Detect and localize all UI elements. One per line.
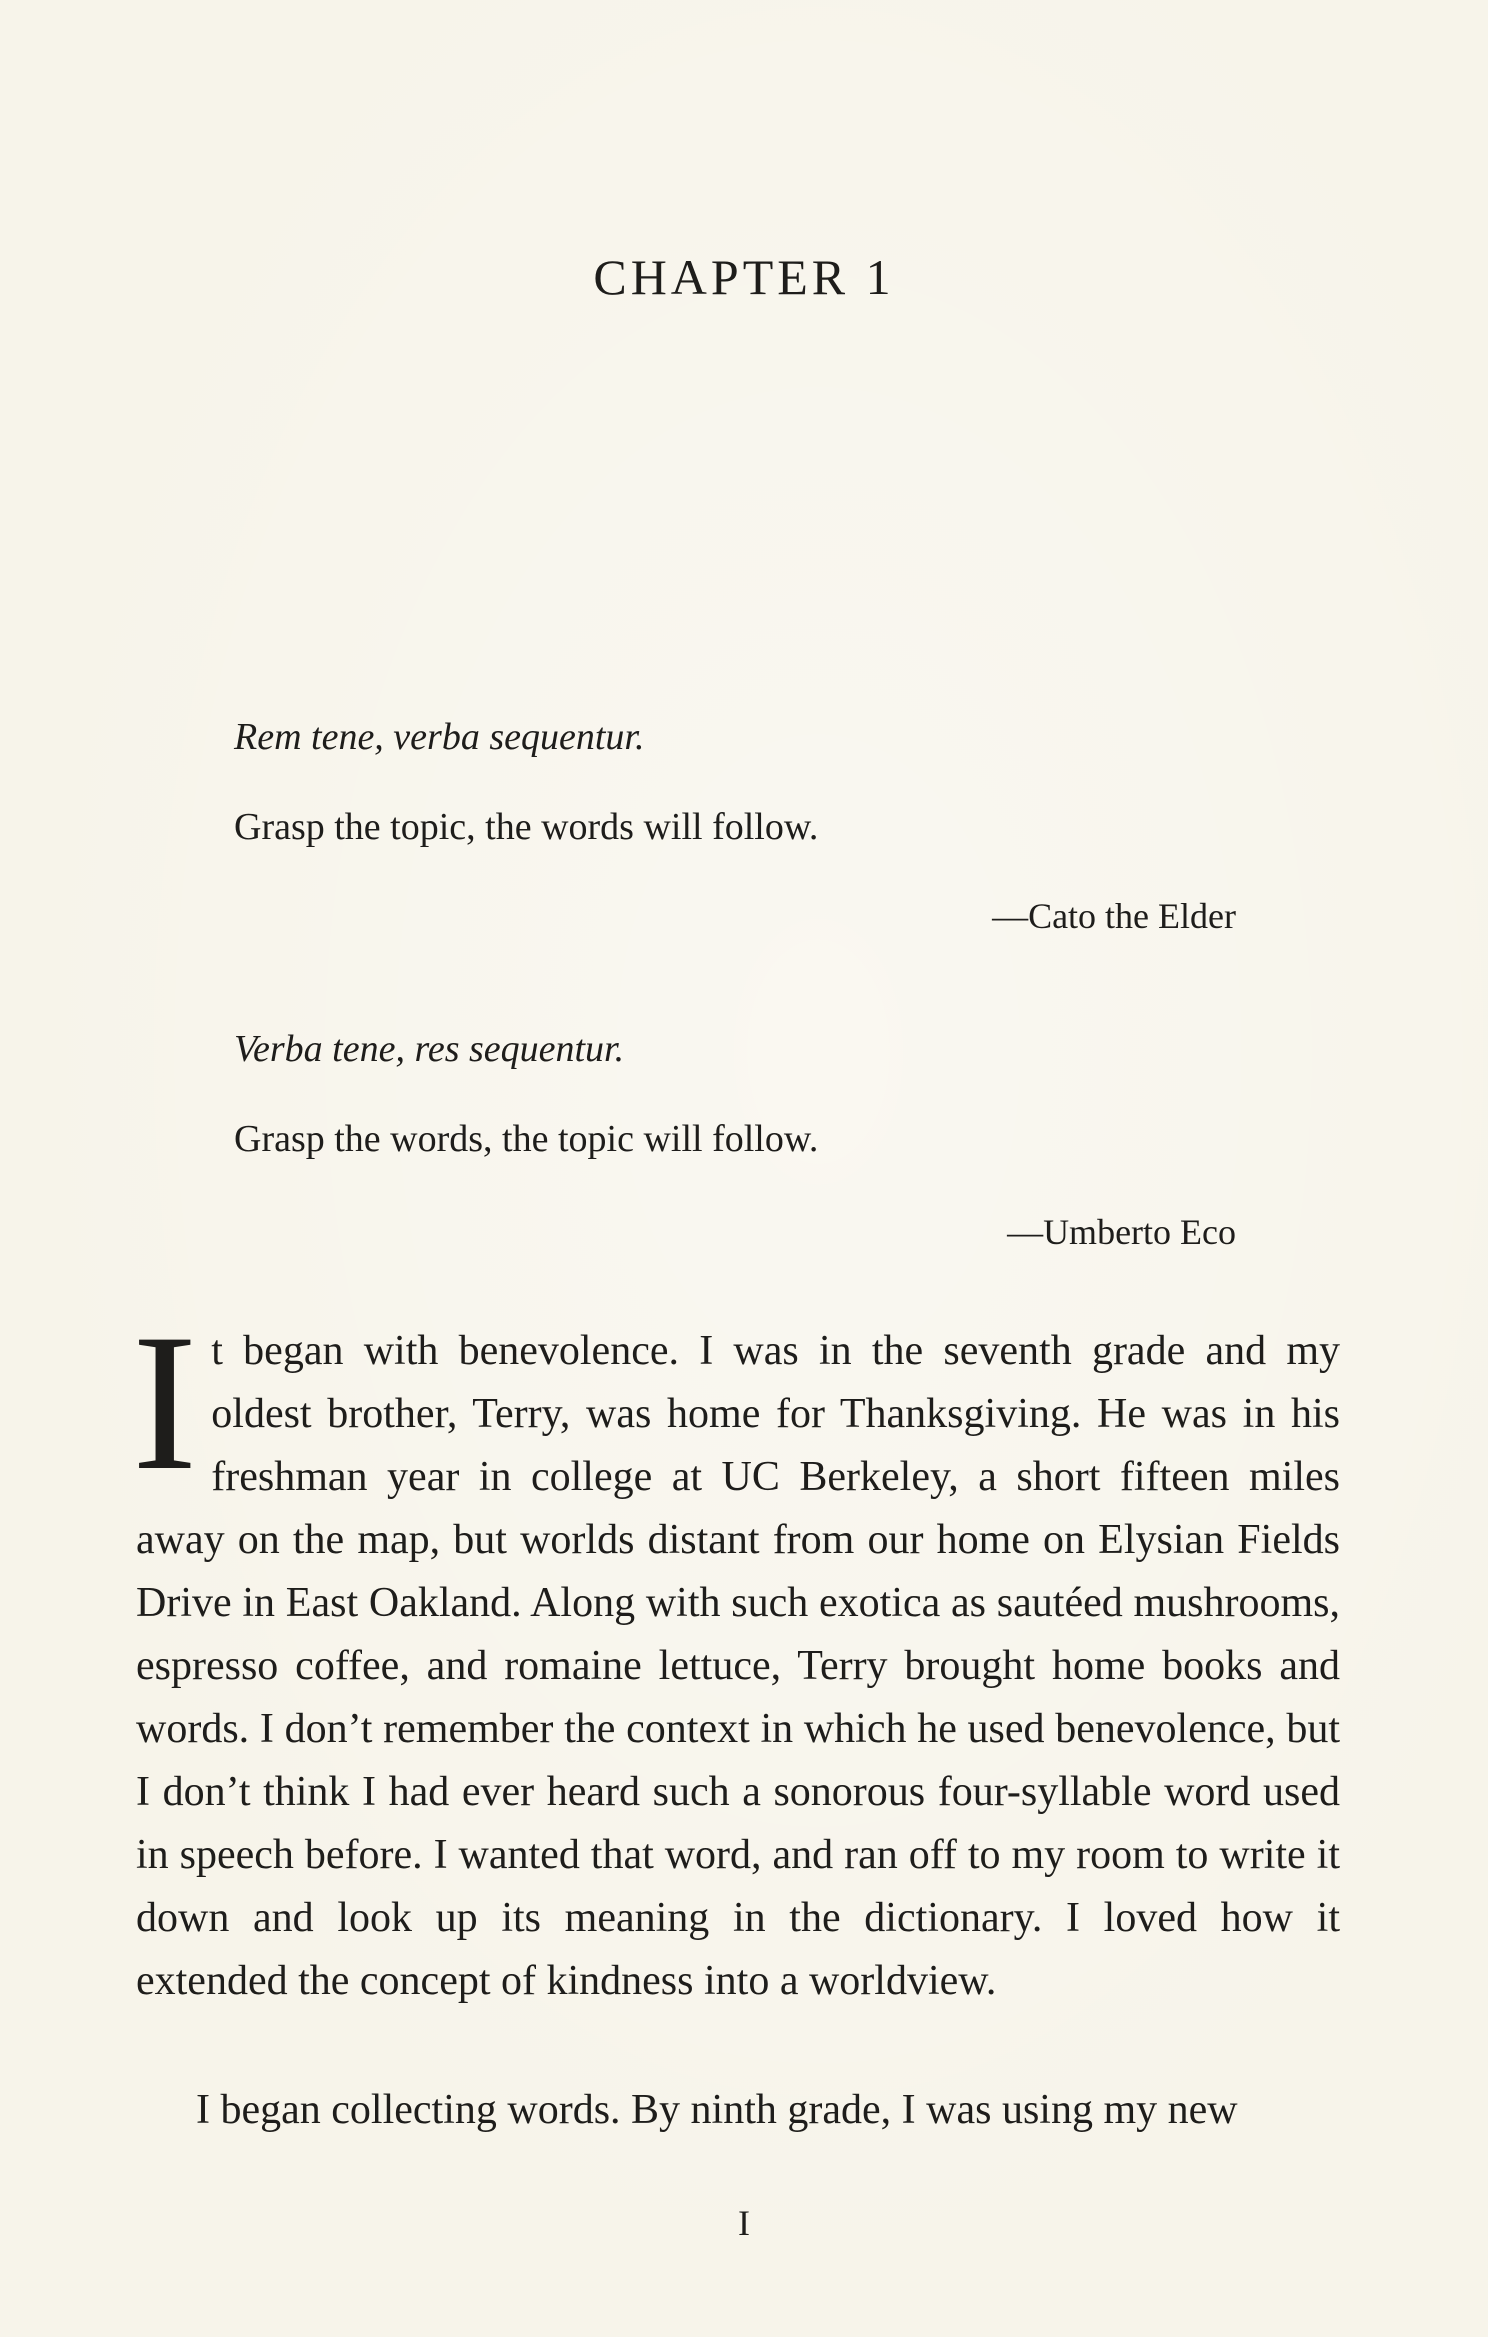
epigraph-attribution-1: —Cato the Elder <box>992 896 1236 936</box>
epigraph-latin-1: Rem tene, verba sequentur. <box>234 716 645 758</box>
page-number: I <box>738 2203 750 2243</box>
body-paragraph-2: I began collecting words. By ninth grade, I was using my new <box>196 2087 1238 2133</box>
epigraph-latin-2: Verba tene, res sequentur. <box>234 1028 625 1070</box>
epigraph-translation-1: Grasp the topic, the words will follow. <box>234 806 819 848</box>
epigraph-translation-2: Grasp the words, the topic will follow. <box>234 1118 819 1160</box>
paragraph-1-text: t began with benevolence. I was in the seventh grade and my oldest brother, Terry, was home for Thanksgiving. He was in his freshman year in college at UC Berkeley, a short fifteen miles away on the map, but worlds distant from our home on Elysian Fields Drive in East Oakland. Along with such exotica as sautéed mushrooms, espresso coffee, and romaine lettuce, Terry brought home books and words. I don’t remember the context in which he used benevolence, but I don’t think I had ever heard such a sonorous four-syllable word used in speech before. I wanted that word, and ran off to my room to write it down and look up its meaning in the dictionary. I loved how it extended the concept of kindness into a worldview. <box>136 1328 1340 2004</box>
chapter-title: CHAPTER 1 <box>593 249 895 305</box>
epigraph-attribution-2: —Umberto Eco <box>1007 1212 1236 1252</box>
drop-cap: I <box>132 1294 198 1511</box>
body-paragraph-1 <box>132 1294 1340 2013</box>
